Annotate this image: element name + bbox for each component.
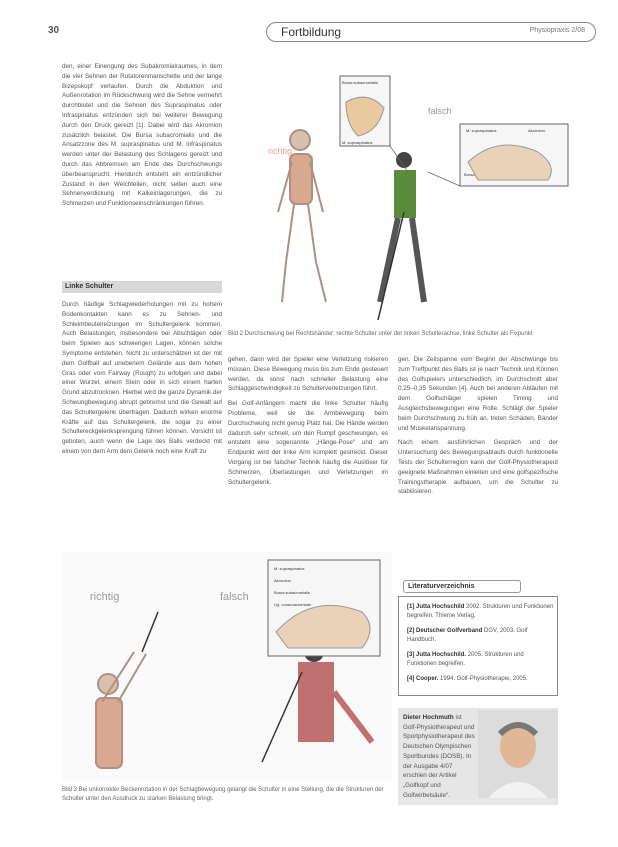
fig1-callout-5: Bursa xyxy=(464,172,475,177)
fig2-label-falsch: falsch xyxy=(220,591,249,603)
fig1-label-falsch: falsch xyxy=(428,106,452,116)
fig2-label-richtig: richtig xyxy=(90,591,120,603)
literature-box xyxy=(398,596,558,696)
column-1-top xyxy=(62,62,222,276)
column-2 xyxy=(228,355,388,550)
fig1-callout-3: M. supraspinatus xyxy=(466,128,497,133)
golfer-photo xyxy=(378,152,424,320)
header-issue: Physiopraxis 2/08 xyxy=(529,27,585,34)
header-title: Fortbildung xyxy=(281,25,342,39)
figure-1-caption: Bild 2 Durchschwung bei Rechtshänder: rechte Schulter unter der linken Schulterachse, linke Schulter als Fixpunkt xyxy=(228,331,533,337)
fig1-callout-2: M. supraspinatus xyxy=(342,140,373,145)
literature-heading: Literaturverzeichnis xyxy=(403,580,521,593)
fig1-label-richtig: richtig xyxy=(268,146,293,156)
section-heading: Linke Schulter xyxy=(62,281,222,293)
fig1-callout-4: Akromion xyxy=(528,128,545,133)
figure-1-illustration xyxy=(228,62,576,326)
page-number: 30 xyxy=(48,25,60,36)
column-1-paragraph-2: Durch häufige Schlagwiederholungen mit zu hohem Bodenkontakten kann es zu Sehnen- und Schleimbeutelreizungen im Schultergelenk kommen. Auch Belastungen, insbesondere bei Abschlägen oder beim Spielen aus schwierigen Lagen, können solche Symptome entstehen. Nicht zu unterschätzen ist der mit dem Golfball auf unebenem Gelände aus dem hohen Gras oder vom Fairway (Rough) zu erfolgen und dabei einer Wurzel, einem Stein oder in sich einem harten Grund abzutrocknen. Hierbei wird die ganze Dynamik der Schwungbewegung abrupt gebremst und die Gewalt auf das Schultergelenk übertragen. Dadurch wirken enorme Kräfte auf das Schultergelenk, die sogar zu einer Schultereckgelenksprengung führen können. Vorsicht ist geboten, auch wenn die Lage des Balls verdeckt mit einem von dem Arm dem Gelenk noch eine Kraft zu xyxy=(62,301,222,455)
column-1-bottom xyxy=(62,300,222,540)
author-bio-text: ist Golf-Physiotherapeut und Sportphysiotherapeut des Deutschen Olympischen Sportbundes (DOSB). In der Ausgabe 4/07 erschien der Artikel „Golfkopf und Golfwirbelsäule“. xyxy=(403,714,475,799)
literature-item: [3] Jutta Hochschild. 2005. Strukturen und Funktionen begreifen. xyxy=(407,652,524,667)
literature-item: [1] Jutta Hochschild 2002. Strukturen und Funktionen begreifen. Thieme Verlag. xyxy=(407,604,554,619)
figure-2 xyxy=(62,552,392,780)
figure-2-caption: Bild 3 Bei unkorrekter Beckenrotation in der Schlagbewegung gelangt die Schulter in eine Stellung, die die Strukturen der Schulter unter den Ausdruck zu starken Belastung bringt. xyxy=(62,787,384,802)
author-photo xyxy=(478,710,558,798)
column-2-paragraph-2: Bei Golf-Anfängern macht die linke Schulter häufig Probleme, weil sie die Armbewegung beim Durchschwung nicht genug Platz hat. Die Hände werden dadurch sehr schnell, um den Rumpf geschwungen, es entsteht eine sogenannte „Hänge-Pose“ und am Endpunkt wird der linke Arm komplett gestreckt. Dieser Vorgang ist bei falscher Technik häufig die Auslöser für Schmerzen, Überlastungen und Verletzungen im Schultergelenk. xyxy=(228,400,388,486)
page-header xyxy=(48,22,588,44)
column-3 xyxy=(398,355,558,555)
column-3-paragraph-1: gen. Die Zeitspanne vom Beginn der Abschwünge bis zum Treffpunkt des Balls ist je nach Technik und Können des Golfspielers unterschiedlich, im Durchschnitt aber 0,25–0,35 Sekunden [4]. Auch bei anderen Abläufen mit dem Golfschläger spielen Timing und Ausgleichsbewegungen eine Rolle. Schlägt der Spieler beim Durchschwung zu früh an, treten Schäden, Bänder und Muskelanspannung. xyxy=(398,356,558,432)
header-banner xyxy=(266,22,596,42)
fig2-callout-2: Akromion xyxy=(274,578,291,583)
literature-item: [2] Deutscher Golfverband DGV, 2003. Golf Handbuch. xyxy=(407,628,528,643)
literature-item: [4] Cooper. 1994. Golf-Physiotherapie, 2005. xyxy=(407,676,528,682)
fig2-callout-1: M. supraspinatus xyxy=(274,566,305,571)
figure-1 xyxy=(228,62,576,326)
fig1-callout-1: Bursa subacromialis xyxy=(342,80,379,85)
author-box xyxy=(398,708,558,805)
author-name: Dieter Hochmuth xyxy=(403,714,454,721)
column-3-paragraph-2: Nach einem ausführlichen Gespräch und der Untersuchung des Bewegungsablaufs durch funktionelle Tests der Schulterregion kann der Golf-Physiotherapeut geeignete Maßnahmen einleiten und eine golfspezifische Trainingstherapie aufbauen, um die Schulter zu stabilisieren. xyxy=(398,439,558,496)
figure-2-illustration xyxy=(62,552,392,780)
column-1-paragraph-1: den, einer Einengung des Subakromialraumes, in dem die vier Sehnen der Rotatorenmanschette und der lange Bizepskopf verlaufen. Durch die Abduktion und Außenrotation im Rückschwung wird die Sehne vermehrt durchblutet und die Sehnen des Supraspinatus oder Infraspinatus entzünden sich bei weiterer Bewegung durch den Druck gereizt [1]. Dabei wird das Akromion zusätzlich belastet. Die Bursa subacromialis und die Ansatzzone des M. supraspinatus und M. infraspinatus werden unter der Belastung des Schlagens gereizt und durch das Abbremsen am Ende des Durchschwungs überbeansprucht. Hierdurch entsteht ein entzündlicher Zustand in den Weichteilen, nicht selten auch eine Sehnenverdickung mit Kalkeinlagerungen, die zu Schmerzen und Funktionseinschränkungen führen. xyxy=(62,63,222,208)
author-bio xyxy=(403,713,475,800)
fig2-callout-3: Bursa subacromialis xyxy=(274,590,311,595)
column-2-paragraph-1: gehen, dann wird der Spieler eine Verletzung riskieren müssen. Diese Bewegung muss bis zum Ende gesteuert werden, da sonst nach schneller Belastung eine Schlaggeschwindigkeit zu Schulterverletzungen führt. xyxy=(228,356,388,393)
fig2-callout-4: Lig. coracoacromiale xyxy=(274,602,311,607)
